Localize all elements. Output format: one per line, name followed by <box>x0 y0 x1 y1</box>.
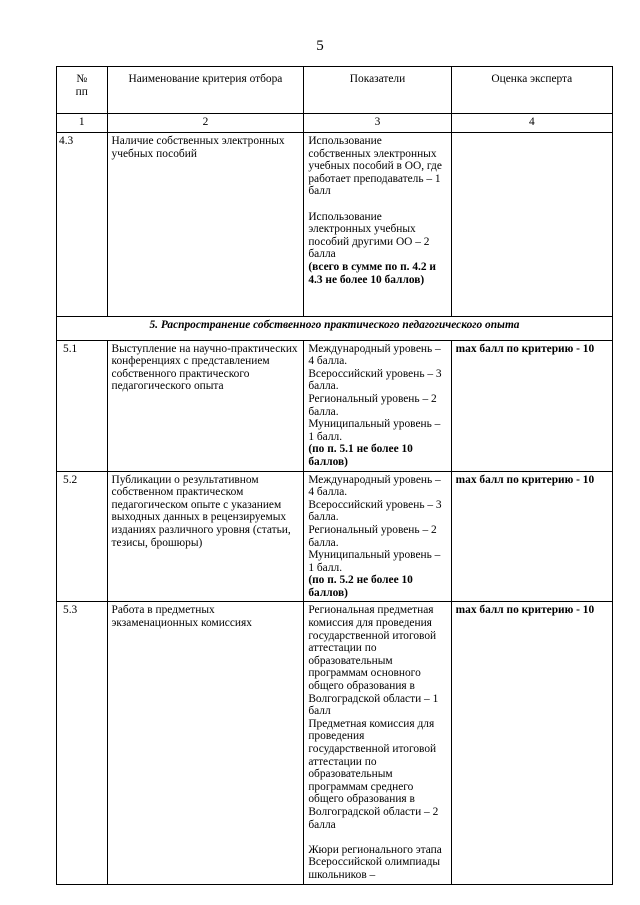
header-col-expert-score: Оценка эксперта <box>451 67 612 114</box>
header-col-indicators: Показатели <box>304 67 451 114</box>
column-number: 2 <box>107 114 304 133</box>
header-col-number: № пп <box>57 67 108 114</box>
indicator-text: Использование собственных электронных учебных пособий в ОО, где работает преподаватель – 1 балл <box>308 135 442 198</box>
table-header-row <box>57 67 613 114</box>
indicators <box>304 471 451 602</box>
criterion-name: Выступление на научно-практических конференциях с представлением собственного практического педагогического опыта <box>107 340 304 471</box>
table-row <box>57 602 613 884</box>
indicator-text: Муниципальный уровень – 1 балл. <box>308 549 441 574</box>
header-col-criterion: Наименование критерия отбора <box>107 67 304 114</box>
indicator-limit: (по п. 5.1 не более 10 баллов) <box>308 443 413 468</box>
row-number: 4.3 <box>57 133 108 317</box>
indicator-text: Международный уровень – 4 балла. <box>308 342 441 368</box>
table-row <box>57 340 613 471</box>
indicators <box>304 340 451 471</box>
indicator-text: Региональный уровень – 2 балла. <box>308 523 437 549</box>
indicator-text: Всероссийский уровень – 3 балла. <box>308 367 442 393</box>
criteria-table <box>56 66 613 885</box>
row-number: 5.2 <box>57 471 108 602</box>
column-number-row <box>57 114 613 133</box>
expert-score: max балл по критерию - 10 <box>451 602 612 884</box>
criterion-name: Наличие собственных электронных учебных пособий <box>107 133 304 317</box>
table-row <box>57 133 613 317</box>
expert-score: max балл по критерию - 10 <box>451 340 612 471</box>
row-number: 5.3 <box>57 602 108 884</box>
criterion-name: Работа в предметных экзаменационных комиссиях <box>107 602 304 884</box>
section-row <box>57 317 613 341</box>
row-number: 5.1 <box>57 340 108 471</box>
indicator-text: Всероссийский уровень – 3 балла. <box>308 498 442 524</box>
expert-score <box>451 133 612 317</box>
indicator-text: Предметная комиссия для проведения государственной итоговой аттестации по образовательным программам среднего общего образования в Волгоградской области – 2 балла <box>308 717 439 831</box>
page-number: 5 <box>316 38 324 54</box>
column-number: 3 <box>304 114 451 133</box>
indicator-limit: (всего в сумме по п. 4.2 и 4.3 не более 10 баллов) <box>308 260 436 286</box>
indicator-text: Жюри регионального этапа Всероссийской олимпиады школьников – <box>308 843 442 881</box>
indicator-limit: (по п. 5.2 не более 10 баллов) <box>308 574 413 599</box>
expert-score: max балл по критерию - 10 <box>451 471 612 602</box>
indicator-text: Региональный уровень – 2 балла. <box>308 392 437 418</box>
indicator-text: Региональная предметная комиссия для проведения государственной итоговой аттестации по образовательным программам основного общего образования в Волгоградской области – 1 балл <box>308 604 439 718</box>
section-title: 5. Распространение собственного практического педагогического опыта <box>57 317 613 341</box>
indicators <box>304 602 451 884</box>
indicators <box>304 133 451 317</box>
indicator-text: Международный уровень – 4 балла. <box>308 473 441 499</box>
criterion-name: Публикации о результативном собственном практическом педагогическом опыте с указанием выходных данных в рецензируемых изданиях различного уровня (статьи, тезисы, брошюры) <box>107 471 304 602</box>
indicator-text: Муниципальный уровень – 1 балл. <box>308 418 441 443</box>
table-row <box>57 471 613 602</box>
indicator-text: Использование электронных учебных пособий другими ОО – 2 балла <box>308 210 430 261</box>
column-number: 4 <box>451 114 612 133</box>
column-number: 1 <box>57 114 108 133</box>
